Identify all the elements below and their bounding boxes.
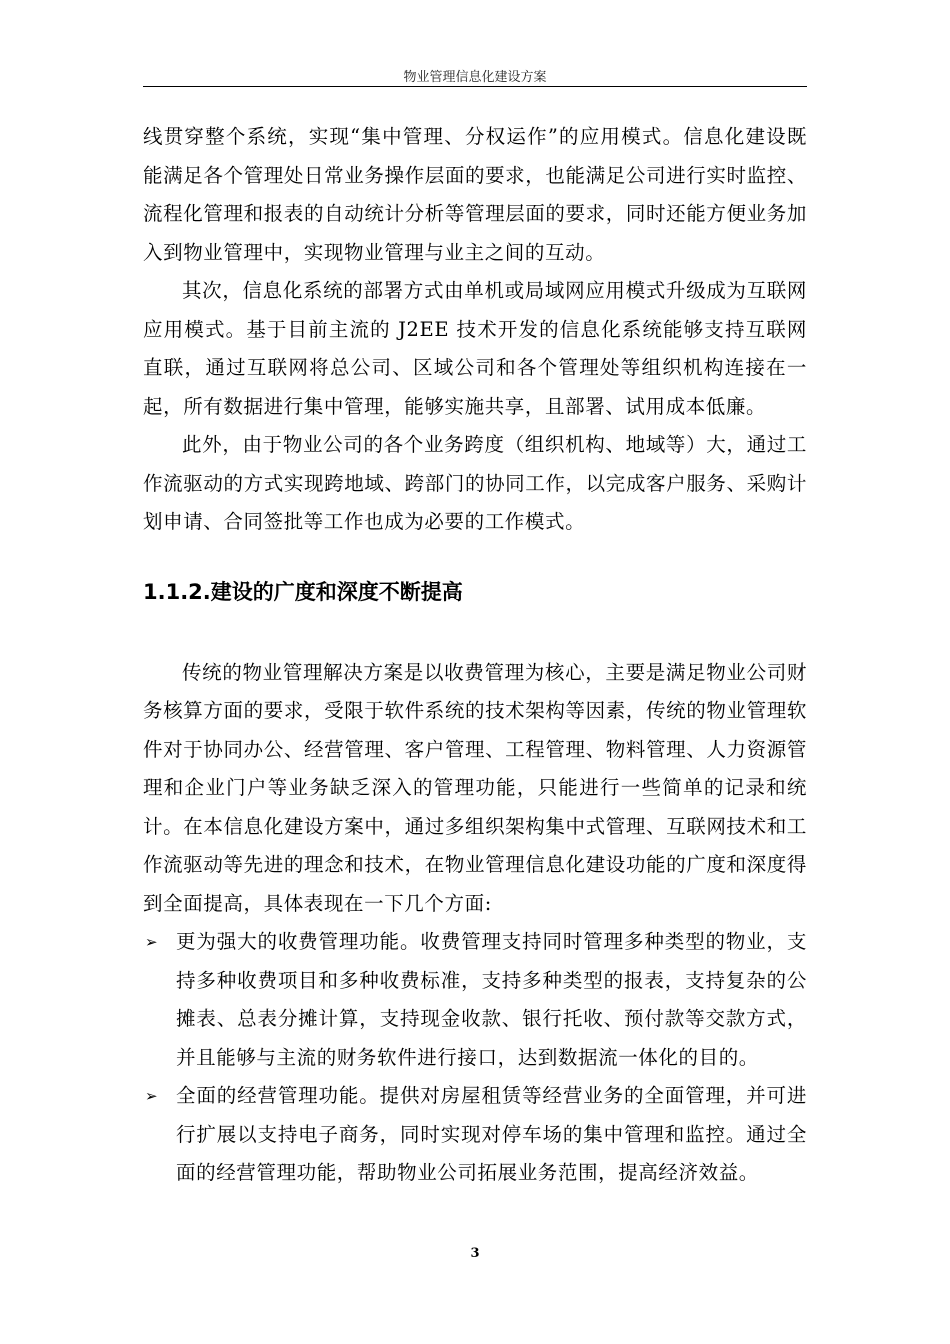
bullet-item [143,923,807,1077]
document-body [143,118,807,1193]
bullet-text: 全面的经营管理功能。提供对房屋租赁等经营业务的全面管理，并可进行扩展以支持电子商务，同时实现对停车场的集中管理和监控。通过全面的经营管理功能，帮助物业公司拓展业务范围，提高经济效益。 [176,1084,807,1184]
arrow-bullet-icon: ➢ [145,933,159,951]
section-heading: 1.1.2.建设的广度和深度不断提高 [143,579,463,604]
header-rule [143,86,807,87]
bullet-text: 更为强大的收费管理功能。收费管理支持同时管理多种类型的物业，支持多种收费项目和多种收费标准，支持多种类型的报表，支持复杂的公摊表、总表分摊计算，支持现金收款、银行托收、预付款等交款方式，并且能够与主流的财务软件进行接口，达到数据流一体化的目的。 [176,930,807,1069]
running-header: 物业管理信息化建设方案 [403,70,547,85]
paragraph-deployment: 其次，信息化系统的部署方式由单机或局域网应用模式升级成为互联网应用模式。基于目前主流的 J2EE 技术开发的信息化系统能够支持互联网直联，通过互联网将总公司、区域公司和各个管理处等组织机构连接在一起，所有数据进行集中管理，能够实施共享，且部署、试用成本低廉。 [143,279,807,418]
paragraph-continued: 线贯穿整个系统，实现“集中管理、分权运作”的应用模式。信息化建设既能满足各个管理处日常业务操作层面的要求，也能满足公司进行实时监控、流程化管理和报表的自动统计分析等管理层面的要求，同时还能方便业务加入到物业管理中，实现物业管理与业主之间的互动。 [143,125,807,264]
arrow-bullet-icon: ➢ [145,1087,159,1105]
paragraph-traditional: 传统的物业管理解决方案是以收费管理为核心，主要是满足物业公司财务核算方面的要求，受限于软件系统的技术架构等因素，传统的物业管理软件对于协同办公、经营管理、客户管理、工程管理、物料管理、人力资源管理和企业门户等业务缺乏深入的管理功能，只能进行一些简单的记录和统计。在本信息化建设方案中，通过多组织架构集中式管理、互联网技术和工作流驱动等先进的理念和技术，在物业管理信息化建设功能的广度和深度得到全面提高，具体表现在一下几个方面: [143,660,807,915]
paragraph-workflow: 此外，由于物业公司的各个业务跨度（组织机构、地域等）大，通过工作流驱动的方式实现跨地域、跨部门的协同工作，以完成客户服务、采购计划申请、合同签批等工作也成为必要的工作模式。 [143,433,807,533]
bullet-item [143,1077,807,1193]
page-number: 3 [470,1246,480,1261]
